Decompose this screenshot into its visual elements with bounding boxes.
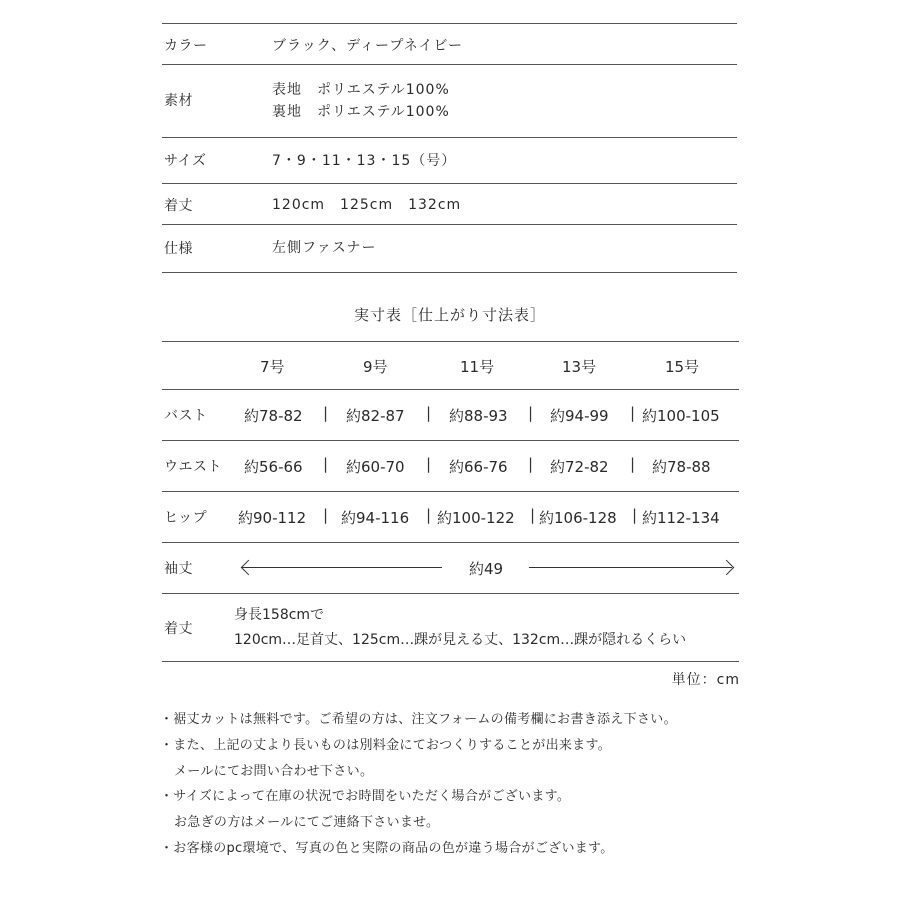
column-divider: | (323, 506, 329, 524)
note-item: メールにてお問い合わせ下さい。 (174, 763, 374, 779)
table-cell: 約78-88 (652, 458, 711, 476)
material-line-lining: 裏地 ポリエステル100% (272, 104, 450, 120)
spec-value-size: 7・9・11・13・15（号） (272, 153, 457, 169)
column-header: 9号 (363, 358, 388, 376)
size-row-waist (162, 440, 739, 491)
size-row-bust (162, 389, 739, 440)
spec-row-material (162, 64, 737, 137)
table-cell: 約106-128 (539, 509, 617, 527)
spec-value-color: ブラック、ディープネイビー (272, 38, 463, 54)
column-divider: | (323, 455, 329, 473)
column-divider: | (630, 404, 636, 422)
size-chart-title: 実寸表［仕上がり寸法表］ (353, 306, 546, 324)
spec-value-material (272, 79, 450, 123)
spec-label-length: 着丈 (164, 198, 193, 214)
table-cell: 約90-112 (238, 509, 307, 527)
column-divider: | (426, 455, 432, 473)
column-header: 7号 (260, 358, 285, 376)
spec-label-size: サイズ (164, 153, 207, 169)
size-row-hip (162, 491, 739, 542)
table-cell: 約100-122 (437, 509, 515, 527)
column-divider: | (630, 455, 636, 473)
note-item: お急ぎの方はメールにてご連絡下さいませ。 (174, 815, 440, 831)
arrow-line-right (529, 567, 732, 568)
size-header-row (162, 341, 739, 389)
material-line-outer: 表地 ポリエステル100% (272, 82, 450, 98)
column-divider: | (426, 404, 432, 422)
spec-row-detail (162, 224, 737, 273)
column-divider: | (530, 506, 536, 524)
arrow-right-icon (719, 560, 735, 576)
row-label-bust: バスト (164, 408, 208, 424)
spec-value-length: 120cm 125cm 132cm (272, 197, 462, 213)
spec-value-detail: 左側ファスナー (272, 240, 377, 256)
spec-label-color: カラー (164, 38, 208, 54)
table-cell: 約88-93 (449, 407, 508, 425)
size-chart-table (162, 341, 739, 662)
row-label-length: 着丈 (164, 621, 193, 637)
table-cell: 約94-116 (341, 509, 410, 527)
note-item: ・サイズによって在庫の状況でお時間をいただく場合がございます。 (160, 789, 571, 805)
spec-label-detail: 仕様 (164, 241, 193, 257)
column-divider: | (323, 404, 329, 422)
column-divider: | (528, 404, 534, 422)
length-line-detail: 120cm…足首丈、125cm…踝が見える丈、132cm…踝が隠れるくらい (234, 632, 687, 648)
note-item: ・また、上記の丈より長いものは別料金にておつくりすることが出来ます。 (160, 737, 612, 753)
note-item: ・お客様のpc環境で、写真の色と実際の商品の色が違う場合がございます。 (160, 840, 614, 856)
spec-row-size (162, 137, 737, 183)
spec-label-material: 素材 (164, 93, 193, 109)
row-label-hip: ヒップ (164, 510, 208, 526)
column-header: 15号 (665, 358, 700, 376)
table-cell: 約82-87 (346, 407, 405, 425)
column-divider: | (426, 506, 432, 524)
spec-row-color (162, 23, 737, 64)
size-row-sleeve (162, 542, 739, 593)
column-header: 13号 (562, 358, 597, 376)
table-cell: 約78-82 (244, 407, 303, 425)
length-line-height: 身長158cmで (234, 607, 325, 623)
unit-label: 単位：cm (671, 672, 740, 688)
table-cell: 約72-82 (550, 458, 609, 476)
note-item: ・裾丈カットは無料です。ご希望の方は、注文フォームの備考欄にお書き添え下さい。 (160, 712, 677, 727)
column-divider: | (632, 506, 638, 524)
spec-row-length (162, 183, 737, 224)
size-row-length (162, 593, 739, 662)
column-divider: | (528, 455, 534, 473)
spec-table (162, 23, 737, 273)
table-cell: 約100-105 (642, 407, 720, 425)
column-header: 11号 (460, 358, 495, 376)
arrow-line-left (242, 567, 442, 568)
row-label-sleeve: 袖丈 (164, 561, 193, 577)
notes-list (160, 707, 780, 862)
table-cell: 約66-76 (449, 458, 508, 476)
table-cell: 約60-70 (346, 458, 405, 476)
table-cell: 約56-66 (244, 458, 303, 476)
sleeve-value: 約49 (469, 560, 504, 578)
row-label-waist: ウエスト (164, 459, 222, 475)
table-cell: 約112-134 (642, 509, 720, 527)
table-cell: 約94-99 (550, 407, 609, 425)
